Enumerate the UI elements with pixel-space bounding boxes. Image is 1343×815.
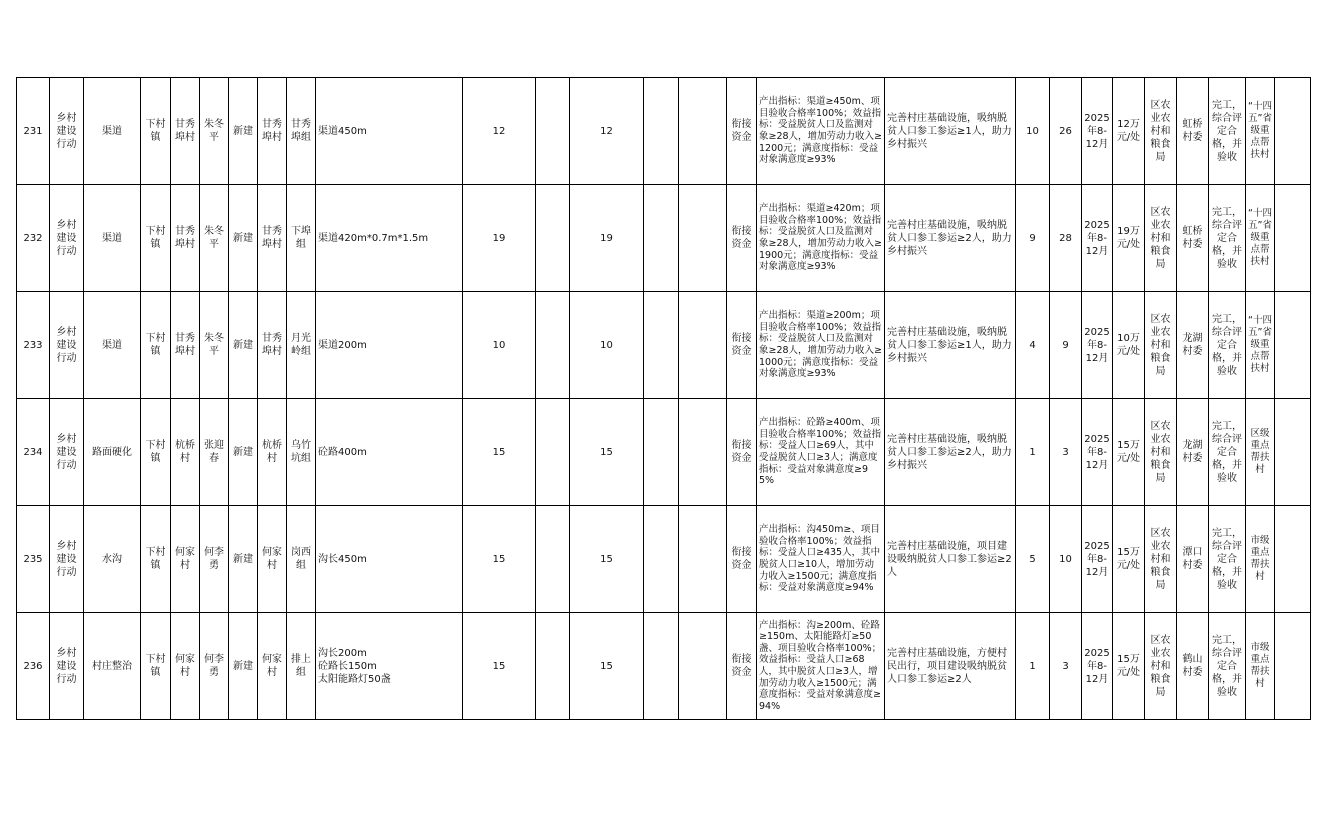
project-table xyxy=(16,77,1311,720)
cell-location-group: 排上组 xyxy=(287,613,316,720)
cell-responsible-person: 朱冬平 xyxy=(200,78,229,185)
cell-implementer: 鹤山村委 xyxy=(1177,613,1209,720)
cell-number: 235 xyxy=(17,506,50,613)
cell-competent-department: 区农业农村和粮食局 xyxy=(1145,185,1177,292)
cell-construction-content: 渠道200m xyxy=(316,292,463,399)
cell-location-village: 何家村 xyxy=(258,506,287,613)
cell-goal: 完工，综合评定合格，并验收 xyxy=(1209,292,1246,399)
cell-performance-indicators: 产出指标：砼路≥400m、项目验收合格率100%；效益指标：受益人口≥69人，其中受益脱贫人口≥3人；满意度指标：受益对象满意度≥95% xyxy=(757,399,885,506)
cell-benefit-mechanism: 完善村庄基础设施，吸纳脱贫人口参工参运≥2人，助力乡村振兴 xyxy=(885,185,1016,292)
cell-empty xyxy=(1275,613,1311,720)
cell-village: 杭桥村 xyxy=(171,399,200,506)
cell-empty xyxy=(644,506,679,613)
cell-town: 下村镇 xyxy=(141,506,171,613)
cell-project-type: 渠道 xyxy=(84,185,141,292)
cell-location-village: 甘秀埠村 xyxy=(258,185,287,292)
cell-budget-central: 19 xyxy=(570,185,644,292)
cell-competent-department: 区农业农村和粮食局 xyxy=(1145,78,1177,185)
cell-village: 甘秀埠村 xyxy=(171,78,200,185)
cell-town: 下村镇 xyxy=(141,78,171,185)
cell-construction-content: 渠道420m*0.7m*1.5m xyxy=(316,185,463,292)
cell-location-group: 月光岭组 xyxy=(287,292,316,399)
cell-budget-central: 10 xyxy=(570,292,644,399)
cell-empty xyxy=(644,185,679,292)
cell-benefit-mechanism: 完善村庄基础设施，吸纳脱贫人口参工参运≥2人，助力乡村振兴 xyxy=(885,399,1016,506)
cell-empty xyxy=(536,613,570,720)
cell-project-type: 渠道 xyxy=(84,78,141,185)
cell-fund-type: 衔接资金 xyxy=(727,185,757,292)
cell-goal: 完工，综合评定合格，并验收 xyxy=(1209,506,1246,613)
cell-benefit-mechanism: 完善村庄基础设施，吸纳脱贫人口参工参运≥1人，助力乡村振兴 xyxy=(885,78,1016,185)
cell-goal: 完工，综合评定合格，并验收 xyxy=(1209,78,1246,185)
cell-goal: 完工，综合评定合格，并验收 xyxy=(1209,399,1246,506)
cell-empty xyxy=(536,399,570,506)
cell-goal: 完工，综合评定合格，并验收 xyxy=(1209,185,1246,292)
table-body xyxy=(17,78,1311,720)
cell-construction-content: 沟长450m xyxy=(316,506,463,613)
cell-beneficiary-households: 1 xyxy=(1016,613,1050,720)
cell-category: 乡村建设行动 xyxy=(50,185,84,292)
cell-empty xyxy=(679,506,727,613)
cell-remark: 市级重点帮扶村 xyxy=(1246,506,1275,613)
cell-benefit-mechanism: 完善村庄基础设施，项目建设吸纳脱贫人口参工参运≥2人 xyxy=(885,506,1016,613)
cell-construction-nature: 新建 xyxy=(229,399,258,506)
cell-performance-indicators: 产出指标：渠道≥200m；项目验收合格率100%；效益指标：受益脱贫人口及监测对象≥28人，增加劳动力收入≥1000元；满意度指标：受益对象满意度≥93% xyxy=(757,292,885,399)
cell-town: 下村镇 xyxy=(141,292,171,399)
cell-town: 下村镇 xyxy=(141,613,171,720)
cell-goal: 完工，综合评定合格，并验收 xyxy=(1209,613,1246,720)
cell-project-type: 村庄整治 xyxy=(84,613,141,720)
cell-performance-indicators: 产出指标：渠道≥450m、项目验收合格率100%；效益指标：受益脱贫人口及监测对象≥28人，增加劳动力收入≥1200元；满意度指标：受益对象满意度≥93% xyxy=(757,78,885,185)
cell-empty xyxy=(679,399,727,506)
cell-location-village: 甘秀埠村 xyxy=(258,78,287,185)
cell-number: 231 xyxy=(17,78,50,185)
cell-construction-nature: 新建 xyxy=(229,185,258,292)
cell-beneficiary-people: 10 xyxy=(1050,506,1082,613)
cell-empty xyxy=(1275,185,1311,292)
cell-empty xyxy=(536,185,570,292)
cell-budget-central: 12 xyxy=(570,78,644,185)
cell-fund-type: 衔接资金 xyxy=(727,399,757,506)
cell-implementer: 虹桥村委 xyxy=(1177,78,1209,185)
cell-responsible-person: 朱冬平 xyxy=(200,185,229,292)
cell-empty xyxy=(644,78,679,185)
cell-implementation-period: 2025年8-12月 xyxy=(1082,506,1113,613)
cell-project-type: 渠道 xyxy=(84,292,141,399)
cell-remark: “十四五”省级重点帮扶村 xyxy=(1246,292,1275,399)
cell-empty xyxy=(1275,506,1311,613)
cell-implementation-period: 2025年8-12月 xyxy=(1082,185,1113,292)
cell-subsidy-standard: 15万元/处 xyxy=(1113,613,1145,720)
table-row xyxy=(17,185,1311,292)
cell-budget-total: 15 xyxy=(463,506,536,613)
cell-construction-nature: 新建 xyxy=(229,78,258,185)
cell-beneficiary-households: 10 xyxy=(1016,78,1050,185)
cell-subsidy-standard: 15万元/处 xyxy=(1113,399,1145,506)
cell-remark: “十四五”省级重点帮扶村 xyxy=(1246,185,1275,292)
cell-responsible-person: 何李勇 xyxy=(200,506,229,613)
cell-implementation-period: 2025年8-12月 xyxy=(1082,399,1113,506)
cell-empty xyxy=(1275,292,1311,399)
cell-performance-indicators: 产出指标：沟450m≥、项目验收合格率100%；效益指标：受益人口≥435人，其中脱贫人口≥10人，增加劳动力收入≥1500元；满意度指标：受益对象满意度≥94% xyxy=(757,506,885,613)
cell-construction-content: 渠道450m xyxy=(316,78,463,185)
cell-beneficiary-households: 1 xyxy=(1016,399,1050,506)
cell-fund-type: 衔接资金 xyxy=(727,613,757,720)
cell-construction-content: 砼路400m xyxy=(316,399,463,506)
cell-construction-content: 沟长200m 砼路长150m 太阳能路灯50盏 xyxy=(316,613,463,720)
cell-beneficiary-people: 28 xyxy=(1050,185,1082,292)
cell-benefit-mechanism: 完善村庄基础设施，吸纳脱贫人口参工参运≥1人，助力乡村振兴 xyxy=(885,292,1016,399)
cell-location-group: 下埠组 xyxy=(287,185,316,292)
cell-town: 下村镇 xyxy=(141,185,171,292)
cell-beneficiary-people: 26 xyxy=(1050,78,1082,185)
cell-construction-nature: 新建 xyxy=(229,292,258,399)
cell-empty xyxy=(679,185,727,292)
cell-construction-nature: 新建 xyxy=(229,506,258,613)
cell-budget-total: 15 xyxy=(463,399,536,506)
cell-construction-nature: 新建 xyxy=(229,613,258,720)
cell-category: 乡村建设行动 xyxy=(50,78,84,185)
cell-fund-type: 衔接资金 xyxy=(727,506,757,613)
cell-empty xyxy=(536,292,570,399)
cell-implementer: 龙湖村委 xyxy=(1177,399,1209,506)
cell-competent-department: 区农业农村和粮食局 xyxy=(1145,292,1177,399)
cell-beneficiary-households: 5 xyxy=(1016,506,1050,613)
cell-project-type: 水沟 xyxy=(84,506,141,613)
cell-budget-central: 15 xyxy=(570,399,644,506)
cell-project-type: 路面硬化 xyxy=(84,399,141,506)
cell-category: 乡村建设行动 xyxy=(50,292,84,399)
cell-town: 下村镇 xyxy=(141,399,171,506)
cell-location-village: 何家村 xyxy=(258,613,287,720)
cell-beneficiary-households: 4 xyxy=(1016,292,1050,399)
cell-village: 何家村 xyxy=(171,613,200,720)
cell-budget-total: 12 xyxy=(463,78,536,185)
cell-benefit-mechanism: 完善村庄基础设施，方便村民出行，项目建设吸纳脱贫人口参工参运≥2人 xyxy=(885,613,1016,720)
cell-location-group: 岗西组 xyxy=(287,506,316,613)
cell-remark: 市级重点帮扶村 xyxy=(1246,613,1275,720)
cell-beneficiary-people: 3 xyxy=(1050,399,1082,506)
cell-competent-department: 区农业农村和粮食局 xyxy=(1145,399,1177,506)
cell-village: 甘秀埠村 xyxy=(171,292,200,399)
table-row xyxy=(17,613,1311,720)
cell-number: 232 xyxy=(17,185,50,292)
cell-implementation-period: 2025年8-12月 xyxy=(1082,292,1113,399)
table-row xyxy=(17,506,1311,613)
cell-beneficiary-people: 9 xyxy=(1050,292,1082,399)
cell-remark: 区级重点帮扶村 xyxy=(1246,399,1275,506)
cell-competent-department: 区农业农村和粮食局 xyxy=(1145,613,1177,720)
cell-budget-total: 15 xyxy=(463,613,536,720)
cell-empty xyxy=(644,292,679,399)
table-row xyxy=(17,292,1311,399)
cell-location-village: 甘秀埠村 xyxy=(258,292,287,399)
cell-subsidy-standard: 19万元/处 xyxy=(1113,185,1145,292)
cell-implementer: 潭口村委 xyxy=(1177,506,1209,613)
cell-number: 236 xyxy=(17,613,50,720)
table-row xyxy=(17,399,1311,506)
cell-budget-central: 15 xyxy=(570,613,644,720)
cell-empty xyxy=(1275,399,1311,506)
cell-empty xyxy=(679,292,727,399)
cell-empty xyxy=(1275,78,1311,185)
cell-implementation-period: 2025年8-12月 xyxy=(1082,613,1113,720)
cell-beneficiary-people: 3 xyxy=(1050,613,1082,720)
cell-budget-total: 19 xyxy=(463,185,536,292)
cell-subsidy-standard: 12万元/处 xyxy=(1113,78,1145,185)
cell-responsible-person: 何李勇 xyxy=(200,613,229,720)
cell-competent-department: 区农业农村和粮食局 xyxy=(1145,506,1177,613)
cell-performance-indicators: 产出指标：渠道≥420m；项目验收合格率100%；效益指标：受益脱贫人口及监测对象≥28人，增加劳动力收入≥1900元；满意度指标：受益对象满意度≥93% xyxy=(757,185,885,292)
cell-empty xyxy=(536,78,570,185)
cell-category: 乡村建设行动 xyxy=(50,399,84,506)
cell-responsible-person: 张迎春 xyxy=(200,399,229,506)
cell-empty xyxy=(679,613,727,720)
cell-fund-type: 衔接资金 xyxy=(727,292,757,399)
cell-responsible-person: 朱冬平 xyxy=(200,292,229,399)
cell-number: 234 xyxy=(17,399,50,506)
cell-implementation-period: 2025年8-12月 xyxy=(1082,78,1113,185)
cell-beneficiary-households: 9 xyxy=(1016,185,1050,292)
cell-empty xyxy=(644,613,679,720)
cell-location-group: 甘秀埠组 xyxy=(287,78,316,185)
cell-fund-type: 衔接资金 xyxy=(727,78,757,185)
cell-performance-indicators: 产出指标：沟≥200m、砼路≥150m、太阳能路灯≥50盏、项目验收合格率100%；效益指标：受益人口≥68人，其中脱贫人口≥3人，增加劳动力收入≥1500元；满意度指标：受益对象满意度≥94% xyxy=(757,613,885,720)
cell-empty xyxy=(536,506,570,613)
cell-number: 233 xyxy=(17,292,50,399)
cell-empty xyxy=(679,78,727,185)
cell-category: 乡村建设行动 xyxy=(50,506,84,613)
cell-implementer: 虹桥村委 xyxy=(1177,185,1209,292)
cell-implementer: 龙湖村委 xyxy=(1177,292,1209,399)
table-row xyxy=(17,78,1311,185)
cell-remark: “十四五”省级重点帮扶村 xyxy=(1246,78,1275,185)
cell-location-village: 杭桥村 xyxy=(258,399,287,506)
cell-village: 何家村 xyxy=(171,506,200,613)
cell-budget-central: 15 xyxy=(570,506,644,613)
cell-subsidy-standard: 15万元/处 xyxy=(1113,506,1145,613)
cell-subsidy-standard: 10万元/处 xyxy=(1113,292,1145,399)
cell-location-group: 乌竹坑组 xyxy=(287,399,316,506)
cell-empty xyxy=(644,399,679,506)
cell-category: 乡村建设行动 xyxy=(50,613,84,720)
cell-budget-total: 10 xyxy=(463,292,536,399)
cell-village: 甘秀埠村 xyxy=(171,185,200,292)
